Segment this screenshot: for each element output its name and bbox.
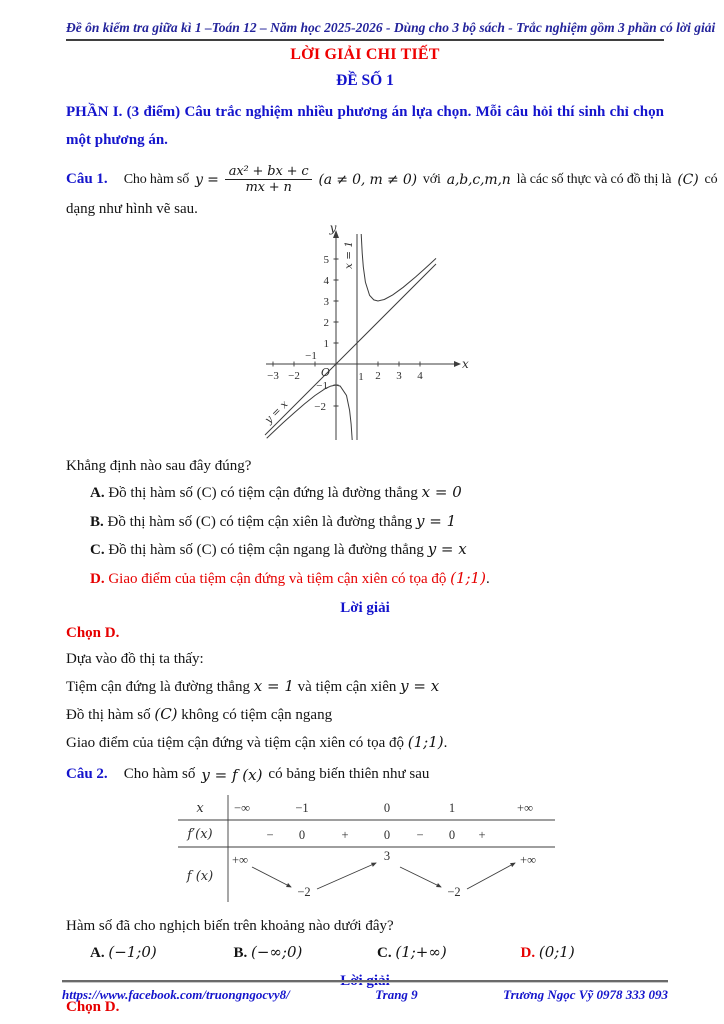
option-a-math: (−1;0) bbox=[108, 942, 157, 961]
solution-line-1: Dựa vào đồ thị ta thấy: bbox=[66, 650, 204, 667]
option-b-text: Đồ thị hàm số (C) có tiệm cận xiên là đường thẳng bbox=[107, 513, 413, 530]
question1-prompt: Khẳng định nào sau đây đúng? bbox=[66, 457, 252, 474]
option-b bbox=[234, 943, 378, 962]
exam-number-heading: ĐỀ SỐ 1 bbox=[336, 72, 394, 89]
solution-line-2-math1: x = 1 bbox=[253, 676, 294, 695]
table-f-value: +∞ bbox=[232, 852, 248, 867]
figure1-wrapper bbox=[66, 222, 664, 449]
graph-x-tick-label: 3 bbox=[395, 369, 402, 382]
solution-line-4-text: Giao điểm của tiệm cận đứng và tiệm cận xiên có tọa độ bbox=[66, 734, 405, 751]
table-x-value: 1 bbox=[448, 800, 456, 815]
table-sign: − bbox=[266, 827, 274, 842]
formula-fraction bbox=[225, 164, 313, 196]
table-sign: + bbox=[478, 827, 486, 842]
option-a-text: Đồ thị hàm số (C) có tiệm cận đứng là đường thẳng bbox=[108, 485, 418, 502]
option-d-period: . bbox=[485, 570, 490, 587]
solution-heading-q1: Lời giải bbox=[340, 599, 390, 616]
table-sign: 0 bbox=[383, 827, 391, 842]
question2-tail: có bảng biến thiên như sau bbox=[268, 766, 430, 783]
answer-choice-q1: Chọn D. bbox=[66, 624, 120, 641]
option-b-math: y = 1 bbox=[416, 511, 457, 530]
option-a-letter: A. bbox=[90, 944, 105, 961]
option-c-letter: C. bbox=[377, 944, 392, 961]
question2-label: Câu 2. bbox=[66, 766, 108, 783]
option-c bbox=[377, 943, 521, 962]
option-a-letter: A. bbox=[90, 485, 105, 502]
table-row3-label: f (x) bbox=[186, 868, 214, 884]
oblique-asymptote-line bbox=[265, 264, 436, 435]
footer-facebook-link[interactable]: https://www.facebook.com/truongngocvy8/ bbox=[62, 987, 290, 1002]
solution-line-4-math: (1;1) bbox=[407, 732, 444, 751]
graph-y-tick-label: 5 bbox=[323, 253, 329, 266]
document-title: LỜI GIẢI CHI TIẾT bbox=[290, 46, 440, 63]
curve-symbol: (C) bbox=[677, 171, 699, 188]
table-arrow-down bbox=[400, 867, 441, 887]
solution-line-2 bbox=[66, 677, 664, 697]
table-x-value: +∞ bbox=[517, 800, 533, 815]
table-row-dividers bbox=[178, 820, 555, 847]
formula-lhs: y = bbox=[195, 171, 219, 188]
option-b bbox=[66, 512, 664, 532]
function-graph-figure bbox=[258, 222, 473, 444]
option-c-math: (1;+∞) bbox=[395, 942, 447, 961]
question2-prompt: Hàm số đã cho nghịch biến trên khoảng nào dưới đây? bbox=[66, 917, 394, 934]
question1-variables: a,b,c,m,n bbox=[446, 171, 511, 188]
table-sign: 0 bbox=[298, 827, 306, 842]
graph-y-tick-label: 1 bbox=[323, 337, 329, 350]
table-sign: + bbox=[341, 827, 349, 842]
option-d-math: (0;1) bbox=[538, 942, 575, 961]
fraction-numerator: ax² + bx + c bbox=[225, 164, 313, 181]
table-row2-label: f′(x) bbox=[187, 826, 213, 842]
graph-origin-label: O bbox=[320, 365, 330, 379]
graph-x-tick-label: 1 bbox=[357, 370, 364, 383]
question2-math: y = f (x) bbox=[201, 765, 263, 784]
solution-line-4 bbox=[66, 733, 664, 753]
solution-line-3-text: Đồ thị hàm số bbox=[66, 706, 151, 723]
graph-x-axis-label: x bbox=[461, 356, 469, 371]
question1-intro: Cho hàm số bbox=[123, 171, 190, 187]
table-f-value: 3 bbox=[383, 848, 391, 863]
question1-label: Câu 1. bbox=[66, 171, 108, 188]
x-axis-arrow-icon bbox=[454, 361, 461, 367]
question1-mid1: với bbox=[422, 171, 441, 187]
formula-condition: (a ≠ 0, m ≠ 0) bbox=[318, 171, 417, 188]
solution-line-2-text2: và tiệm cận xiên bbox=[297, 678, 397, 695]
option-d-correct bbox=[521, 943, 665, 962]
table-sign: − bbox=[416, 827, 424, 842]
solution-line-3-text2: không có tiệm cận ngang bbox=[181, 706, 333, 723]
option-c-text: Đồ thị hàm số (C) có tiệm cận ngang là đường thẳng bbox=[108, 542, 424, 559]
table-sign: 0 bbox=[448, 827, 456, 842]
option-a bbox=[66, 483, 664, 503]
option-c-math: y = x bbox=[427, 540, 467, 559]
table-x-value: −1 bbox=[295, 800, 309, 815]
table-arrow-up bbox=[317, 863, 376, 889]
graph-x-tick-label: 2 bbox=[374, 369, 381, 382]
solution-line-4-period: . bbox=[443, 734, 448, 751]
table-f-value: +∞ bbox=[520, 852, 536, 867]
question1-mid2: là các số thực và có đồ thị là bbox=[516, 171, 672, 187]
figure2-wrapper bbox=[66, 792, 664, 909]
graph-x-tick-label: −2 bbox=[287, 369, 300, 382]
solution-line-2-text: Tiệm cận đứng là đường thẳng bbox=[66, 678, 251, 695]
table-arrow-up bbox=[467, 863, 515, 889]
option-d-correct bbox=[66, 569, 664, 589]
option-d-text: Giao điểm của tiệm cận đứng và tiệm cận xiên có tọa độ bbox=[108, 570, 447, 587]
option-b-letter: B. bbox=[233, 944, 248, 961]
option-b-letter: B. bbox=[90, 513, 104, 530]
axis-tick-marks bbox=[273, 259, 420, 406]
answer-choice-q2: Chọn D. bbox=[66, 998, 120, 1015]
option-d-letter: D. bbox=[520, 944, 536, 961]
solution-line-2-math2: y = x bbox=[400, 676, 440, 695]
graph-x-tick-label: −3 bbox=[266, 369, 279, 382]
graph-y-tick-label: −2 bbox=[313, 400, 326, 413]
fraction-denominator: mx + n bbox=[245, 180, 292, 196]
graph-y-tick-label: −1 bbox=[315, 379, 328, 392]
option-d-math: (1;1) bbox=[450, 568, 486, 587]
option-a bbox=[90, 943, 234, 962]
graph-y-axis-label: y bbox=[329, 221, 336, 235]
solution-line-3-math: (C) bbox=[154, 704, 178, 723]
question1-mid3: có bbox=[704, 171, 718, 187]
table-arrow-down bbox=[252, 867, 291, 887]
curve-upper-branch bbox=[361, 234, 436, 301]
table-f-value: −2 bbox=[297, 884, 311, 899]
page-footer bbox=[62, 980, 668, 1003]
footer-page-number: Trang 9 bbox=[375, 987, 418, 1002]
graph-y-tick-label: 3 bbox=[323, 295, 329, 308]
option-b-math: (−∞;0) bbox=[251, 942, 303, 961]
table-x-value: 0 bbox=[383, 800, 391, 815]
question1-stem bbox=[66, 163, 718, 196]
graph-x-tick-label: −1 bbox=[304, 349, 317, 362]
table-f-value: −2 bbox=[447, 884, 461, 899]
table-row1-label: x bbox=[196, 800, 204, 816]
solution-heading-q2: Lời giải bbox=[340, 972, 390, 989]
question2-options-row bbox=[66, 943, 664, 962]
variation-table-figure bbox=[170, 792, 560, 904]
graph-x-tick-label: 4 bbox=[416, 369, 423, 382]
footer-author: Trương Ngọc Vỹ 0978 333 093 bbox=[503, 987, 668, 1002]
question2-stem bbox=[66, 766, 664, 784]
option-a-math: x = 0 bbox=[421, 483, 462, 502]
asymptote-label: x = 1 bbox=[342, 240, 355, 269]
page-header: Đề ôn kiểm tra giữa kì 1 –Toán 12 – Năm học 2025-2026 - Dùng cho 3 bộ sách - Trắc nghiệm gồm 3 phần có lời giải bbox=[66, 20, 664, 41]
part1-heading: PHẦN I. (3 điểm) Câu trắc nghiệm nhiều phương án lựa chọn. Mỗi câu hỏi thí sinh chỉ chọn một phương án. bbox=[66, 104, 664, 148]
option-c-letter: C. bbox=[90, 542, 105, 559]
diagonal-label: y = x bbox=[262, 397, 290, 426]
table-x-value: −∞ bbox=[234, 800, 250, 815]
question2-intro: Cho hàm số bbox=[123, 766, 196, 783]
graph-y-tick-label: 4 bbox=[323, 274, 329, 287]
solution-line-3 bbox=[66, 705, 664, 725]
graph-y-tick-label: 2 bbox=[323, 316, 329, 329]
option-c bbox=[66, 540, 664, 560]
option-d-letter: D. bbox=[90, 570, 105, 587]
question1-stem-line2: dạng như hình vẽ sau. bbox=[66, 200, 198, 217]
